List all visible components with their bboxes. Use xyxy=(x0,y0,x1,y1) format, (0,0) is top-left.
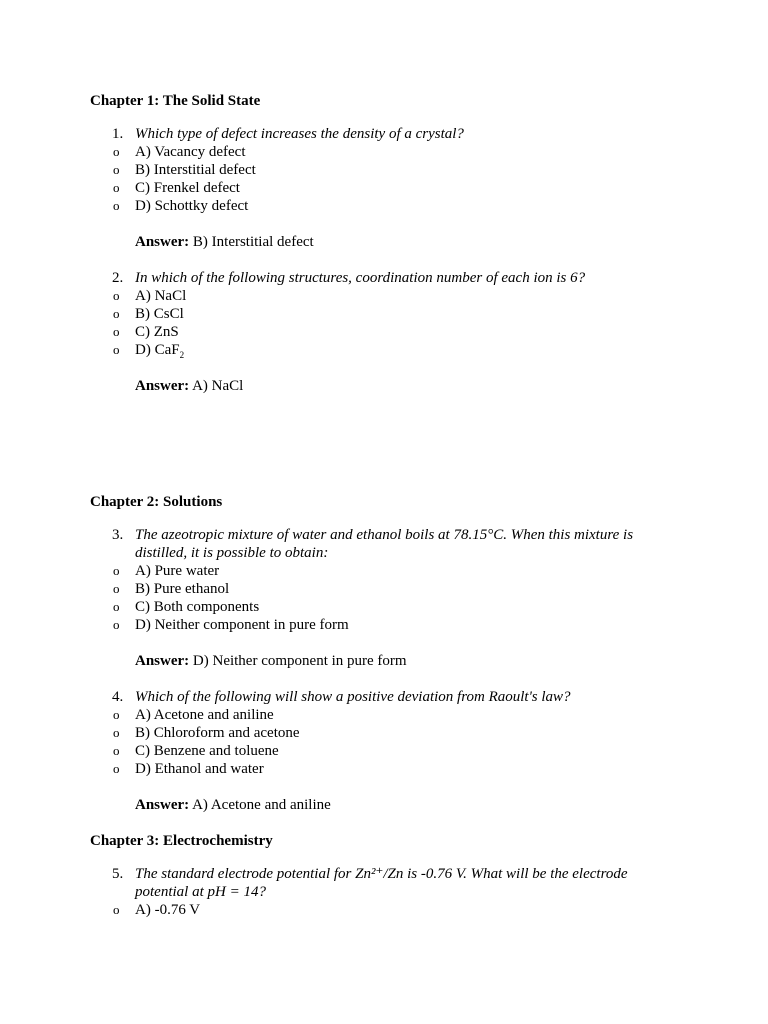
option-list xyxy=(90,287,680,359)
option-item xyxy=(90,323,680,341)
option-item xyxy=(90,616,680,634)
option-list xyxy=(90,562,680,634)
question-3 xyxy=(90,526,680,562)
bullet-icon: o xyxy=(113,288,120,303)
bullet-icon: o xyxy=(113,761,120,776)
answer-value: B) Interstitial defect xyxy=(192,234,314,250)
option-label: B) Pure ethanol xyxy=(135,581,230,597)
bullet-icon: o xyxy=(113,599,120,614)
question-text: The standard electrode potential for Zn²⁺/Zn is -0.76 V. What will be the electrode potential at pH = 14? xyxy=(135,866,628,900)
answer-value: D) Neither component in pure form xyxy=(192,653,407,669)
chapter-heading: Chapter 1: The Solid State xyxy=(90,93,261,109)
option-label: C) ZnS xyxy=(135,324,179,340)
option-label: A) Pure water xyxy=(135,563,220,579)
question-1 xyxy=(90,125,680,143)
option-item xyxy=(90,179,680,197)
bullet-icon: o xyxy=(113,162,120,177)
option-item xyxy=(90,341,680,359)
bullet-icon: o xyxy=(113,581,120,596)
question-number: 4. xyxy=(112,689,124,705)
question-text: Which type of defect increases the density of a crystal? xyxy=(135,126,464,142)
option-label: B) Chloroform and acetone xyxy=(135,725,300,741)
option-list xyxy=(90,143,680,215)
option-label: C) Benzene and toluene xyxy=(135,743,279,759)
question-4 xyxy=(90,688,680,706)
option-item xyxy=(90,742,680,760)
question-number: 2. xyxy=(112,270,124,286)
option-label: A) Vacancy defect xyxy=(135,144,246,160)
bullet-icon: o xyxy=(113,342,120,357)
answer-value: A) Acetone and aniline xyxy=(192,797,331,813)
answer-label: Answer: xyxy=(135,378,190,394)
option-item xyxy=(90,901,680,919)
option-label: B) Interstitial defect xyxy=(135,162,256,178)
bullet-icon: o xyxy=(113,707,120,722)
bullet-icon: o xyxy=(113,725,120,740)
question-text: The azeotropic mixture of water and ethanol boils at 78.15°C. When this mixture is distilled, it is possible to obtain: xyxy=(135,527,634,561)
chapter-heading: Chapter 3: Electrochemistry xyxy=(90,833,273,849)
option-list xyxy=(90,901,680,919)
subscript: 2 xyxy=(179,350,185,360)
bullet-icon: o xyxy=(113,324,120,339)
option-label: C) Frenkel defect xyxy=(135,180,240,196)
question-text: Which of the following will show a positive deviation from Raoult's law? xyxy=(135,689,571,705)
option-item xyxy=(90,143,680,161)
question-number: 3. xyxy=(112,527,124,543)
option-label: D) Neither component in pure form xyxy=(135,617,349,633)
option-item xyxy=(90,562,680,580)
option-item xyxy=(90,724,680,742)
question-number: 1. xyxy=(112,126,124,142)
question-2 xyxy=(90,269,680,287)
option-label: A) Acetone and aniline xyxy=(135,707,274,723)
bullet-icon: o xyxy=(113,144,120,159)
answer-value: A) NaCl xyxy=(192,378,244,394)
option-item xyxy=(90,287,680,305)
option-label: A) NaCl xyxy=(135,288,187,304)
bullet-icon: o xyxy=(113,617,120,632)
question-number: 5. xyxy=(112,866,124,882)
bullet-icon: o xyxy=(113,306,120,321)
option-item xyxy=(90,760,680,778)
question-5 xyxy=(90,865,680,901)
bullet-icon: o xyxy=(113,563,120,578)
chapter-heading: Chapter 2: Solutions xyxy=(90,494,223,510)
option-label: B) CsCl xyxy=(135,306,184,322)
answer-line xyxy=(135,796,680,814)
bullet-icon: o xyxy=(113,180,120,195)
option-label: D) Ethanol and water xyxy=(135,761,264,777)
answer-label: Answer: xyxy=(135,797,190,813)
option-label: A) -0.76 V xyxy=(135,902,201,918)
bullet-icon: o xyxy=(113,743,120,758)
option-item xyxy=(90,197,680,215)
option-label: D) Schottky defect xyxy=(135,198,249,214)
answer-label: Answer: xyxy=(135,234,190,250)
question-text: In which of the following structures, coordination number of each ion is 6? xyxy=(135,270,586,286)
answer-label: Answer: xyxy=(135,653,190,669)
bullet-icon: o xyxy=(113,198,120,213)
option-label: D) CaF xyxy=(135,342,180,358)
bullet-icon: o xyxy=(113,902,120,917)
option-item xyxy=(90,598,680,616)
option-list xyxy=(90,706,680,778)
document-page xyxy=(90,92,680,919)
option-item xyxy=(90,161,680,179)
option-label: C) Both components xyxy=(135,599,260,615)
answer-line xyxy=(135,652,680,670)
answer-line xyxy=(135,233,680,251)
option-item xyxy=(90,706,680,724)
option-item xyxy=(90,580,680,598)
option-item xyxy=(90,305,680,323)
answer-line xyxy=(135,377,680,395)
